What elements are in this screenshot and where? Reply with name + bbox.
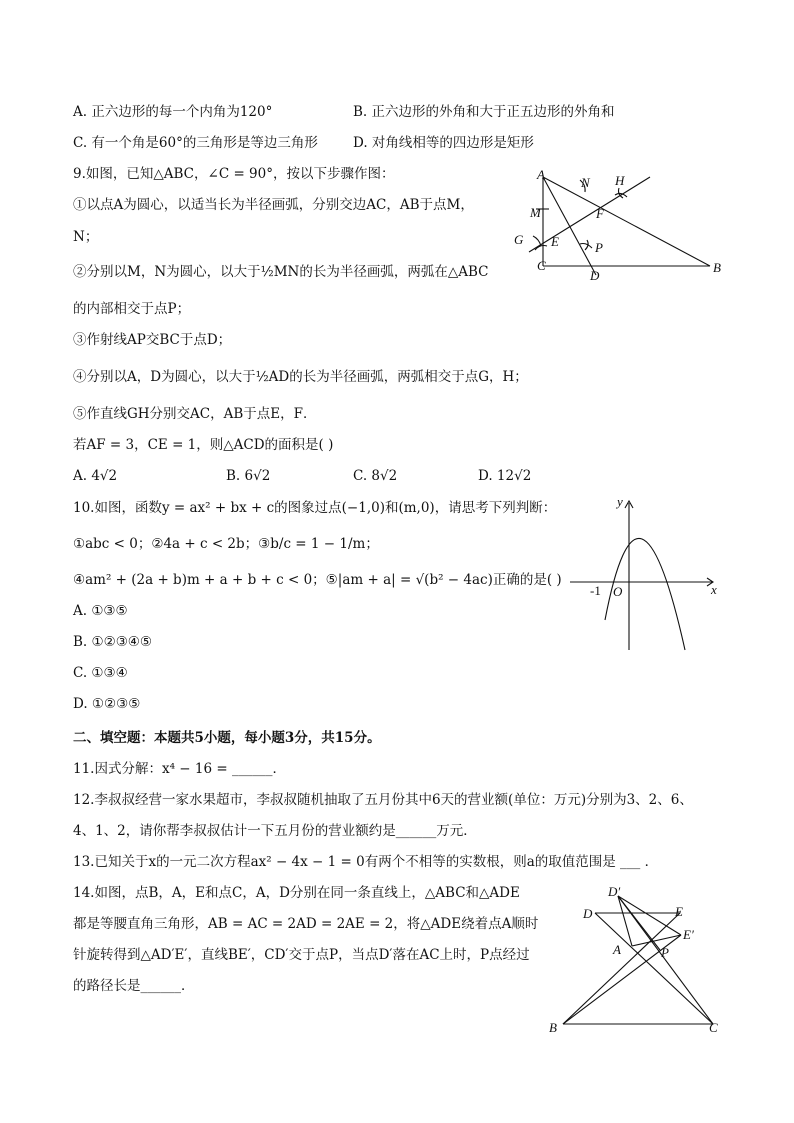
label-e: E (551, 234, 559, 249)
q10-stem: 10.如图，函数y = ax² + bx + c的图象过点(−1,0)和(m,0)，请思考下列判断： (73, 500, 557, 516)
q9-step2: ②分别以M，N为圆心，以大于½MN的长为半径画弧，两弧在△ABC (73, 264, 489, 280)
q11-text: 11.因式分解：x⁴ − 16 = ______． (73, 761, 286, 777)
label-b: B (549, 1020, 557, 1035)
q12-line-2: 4、1、2，请你帮李叔叔估计一下五月份的营业额约是______万元． (73, 823, 477, 839)
q9-step1-cont: N； (73, 229, 99, 245)
q9-option-d: D. 12√2 (478, 468, 532, 484)
q8-option-b: B. 正六边形的外角和大于正五边形的外角和 (353, 104, 615, 120)
label-e: E (675, 904, 683, 919)
label-a: A (613, 942, 621, 957)
label-b: B (713, 260, 721, 275)
q9-question: 若AF = 3，CE = 1，则△ACD的面积是( ) (73, 437, 334, 453)
q9-step4: ④分别以A，D为圆心，以大于½AD的长为半径画弧，两弧相交于点G，H； (73, 369, 528, 385)
label-p: P (661, 945, 669, 960)
section-2-heading: 二、填空题：本题共5小题，每小题3分，共15分。 (73, 730, 381, 746)
axis-y-label: y (617, 494, 623, 509)
tick-neg1: -1 (590, 583, 601, 598)
q13-text: 13.已知关于x的一元二次方程ax² − 4x − 1 = 0有两个不相等的实数根，则a的取值范围是 ___ ． (73, 854, 659, 870)
q9-step1: ①以点A为圆心，以适当长为半径画弧，分别交边AC，AB于点M， (73, 197, 474, 213)
label-n: N (581, 175, 590, 190)
label-d: D (590, 268, 600, 283)
q14-line-3: 针旋转得到△AD′E′，直线BE′，CD′交于点P，当点D′落在AC上时，P点经过 (73, 947, 530, 963)
q9-option-c: C. 8√2 (353, 468, 398, 484)
q9-step5: ⑤作直线GH分别交AC，AB于点E，F． (73, 406, 317, 422)
label-c: C (537, 258, 546, 273)
q14-line-2: 都是等腰直角三角形，AB = AC = 2AD = 2AE = 2，将△ADE绕着点A顺时 (73, 916, 539, 932)
q10-parabola-figure (565, 495, 725, 655)
axis-x-label: x (711, 582, 717, 597)
q10-option-c: C. ①③④ (73, 665, 128, 681)
label-a: A (537, 167, 545, 182)
origin-label: O (613, 584, 623, 599)
label-d: D (583, 906, 593, 921)
q12-line-1: 12.李叔叔经营一家水果超市，李叔叔随机抽取了五月份其中6天的营业额(单位：万元)分别为3、2、6、 (73, 792, 693, 808)
q14-line-4: 的路径长是______． (73, 978, 195, 994)
label-d-prime: D′ (608, 884, 621, 899)
q8-option-c: C. 有一个角是60°的三角形是等边三角形 (73, 135, 318, 151)
label-f: F (596, 206, 604, 221)
q9-option-a: A. 4√2 (73, 468, 118, 484)
label-g: G (514, 232, 524, 247)
q9-step2-cont: 的内部相交于点P； (73, 301, 191, 317)
q10-statements-2: ④am² + (2a + b)m + a + b + c < 0；⑤|am + a| = √(b² − 4ac)正确的是( ) (73, 572, 562, 588)
label-e-prime: E′ (683, 927, 694, 942)
label-c: C (709, 1020, 718, 1035)
label-h: H (615, 173, 625, 188)
q9-step3: ③作射线AP交BC于点D； (73, 332, 232, 348)
q10-option-a: A. ①③⑤ (73, 603, 128, 619)
label-m: M (530, 205, 541, 220)
q10-option-d: D. ①②③⑤ (73, 696, 141, 712)
q14-line-1: 14.如图，点B，A，E和点C，A，D分别在同一条直线上，△ABC和△ADE (73, 885, 520, 901)
q10-option-b: B. ①②③④⑤ (73, 634, 153, 650)
q10-statements-1: ①abc < 0；②4a + c < 2b；③b/c = 1 − 1/m； (73, 536, 379, 552)
q8-option-d: D. 对角线相等的四边形是矩形 (353, 135, 534, 151)
q9-option-b: B. 6√2 (226, 468, 271, 484)
q9-triangle-figure (505, 162, 745, 292)
q9-stem: 9.如图，已知△ABC，∠C = 90°，按以下步骤作图： (73, 166, 395, 182)
q8-option-a: A. 正六边形的每一个内角为120° (73, 104, 273, 120)
q14-rotation-figure (549, 882, 735, 1035)
label-p: P (595, 240, 603, 255)
